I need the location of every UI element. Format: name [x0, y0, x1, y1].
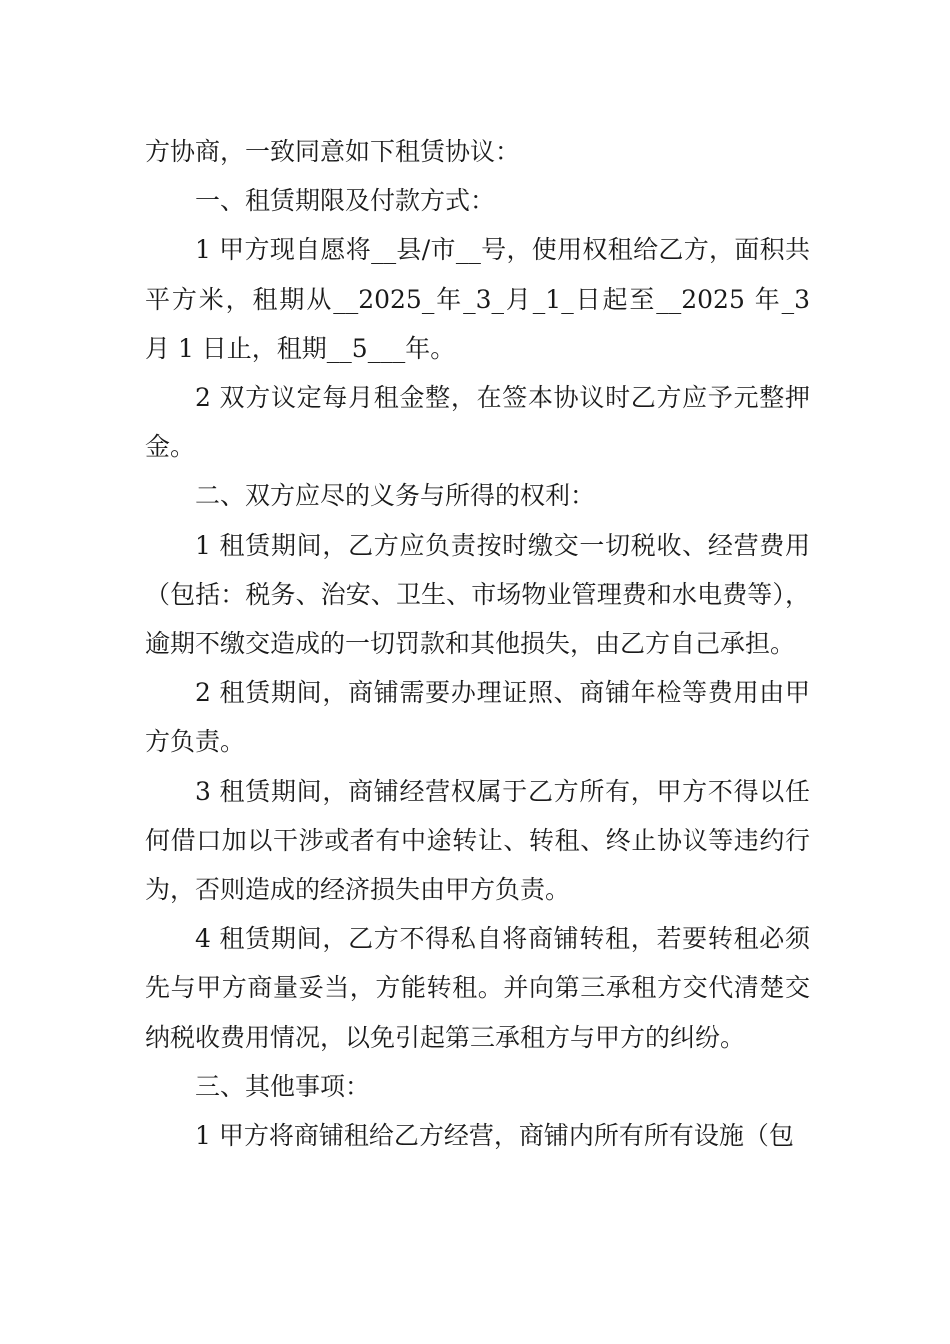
paragraph-clause-2-1: 1 租赁期间，乙方应负责按时缴交一切税收、经营费用（包括：税务、治安、卫生、市场物业管理费和水电费等），逾期不缴交造成的一切罚款和其他损失，由乙方自己承担。	[145, 530, 810, 659]
paragraph-clause-1-2: 2 双方议定每月租金整，在签本协议时乙方应予元整押金。	[145, 383, 810, 462]
document-body	[145, 127, 818, 1160]
section-heading-other: 三、其他事项：	[195, 1071, 371, 1101]
section-heading-lease-term: 一、租赁期限及付款方式：	[195, 186, 496, 216]
section-heading-obligations: 二、双方应尽的义务与所得的权利：	[195, 481, 596, 511]
paragraph-clause-1-1: 1 甲方现自愿将__县/市__号，使用权租给乙方，面积共平方米，租期从__2025_年_3_月_1_日起至__2025 年_3 月 1 日止，租期__5___年。	[145, 235, 818, 363]
paragraph-clause-2-3: 3 租赁期间，商铺经营权属于乙方所有，甲方不得以任何借口加以干涉或者有中途转让、转租、终止协议等违约行为，否则造成的经济损失由甲方负责。	[145, 776, 810, 905]
paragraph-intro: 方协商，一致同意如下租赁协议：	[145, 137, 521, 166]
paragraph-clause-2-4: 4 租赁期间，乙方不得私自将商铺转租，若要转租必须先与甲方商量妥当，方能转租。并向第三承租方交代清楚交纳税收费用情况，以免引起第三承租方与甲方的纠纷。	[145, 924, 810, 1052]
paragraph-clause-3-1: 1 甲方将商铺租给乙方经营，商铺内所有所有设施（包	[195, 1121, 794, 1151]
paragraph-clause-2-2: 2 租赁期间，商铺需要办理证照、商铺年检等费用由甲方负责。	[145, 678, 810, 757]
